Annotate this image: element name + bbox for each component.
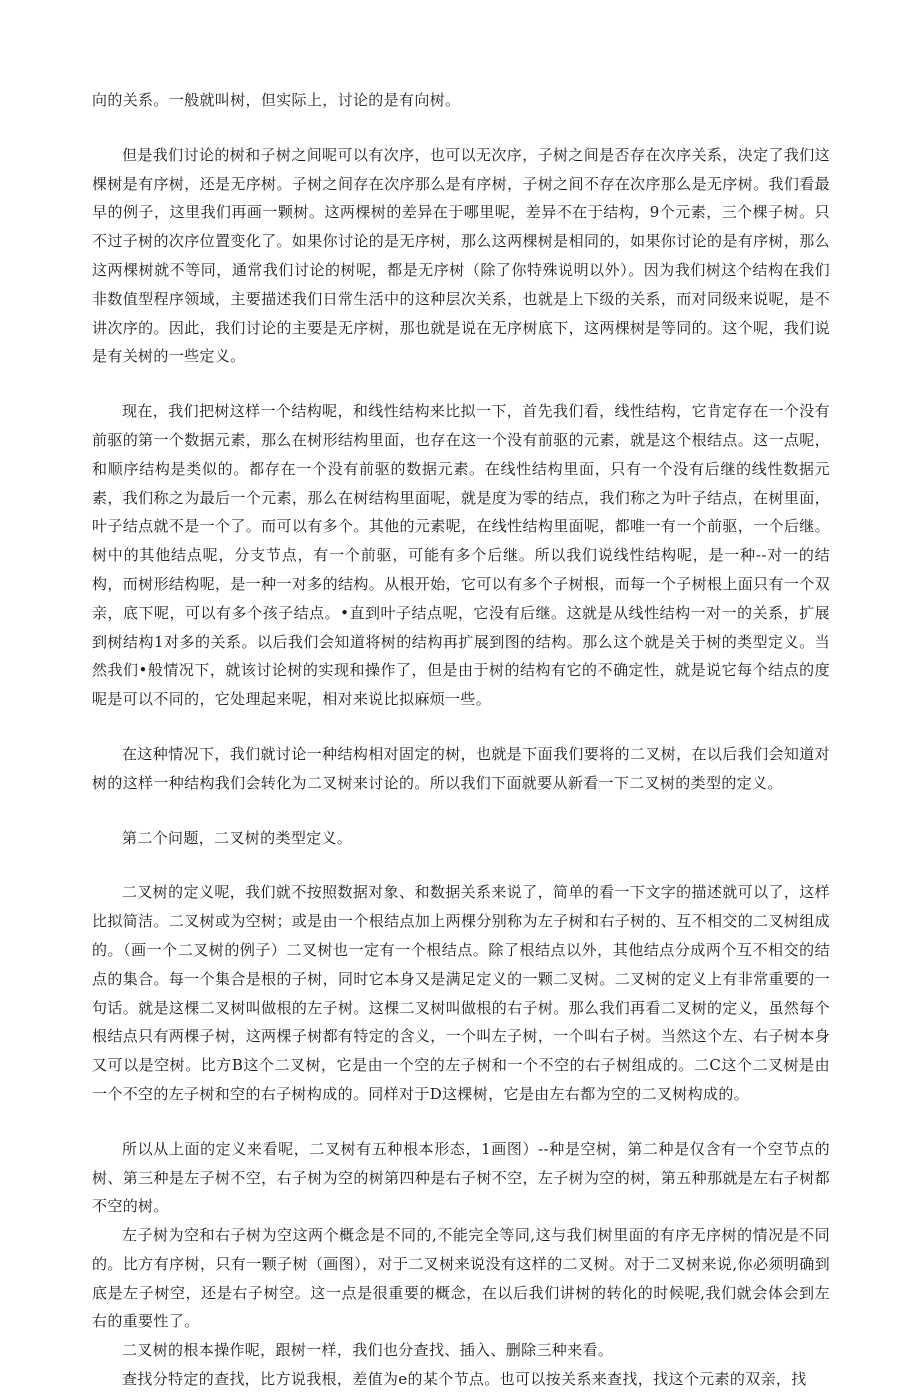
paragraph-search: 查找分特定的查找，比方说我根，差值为e的某个节点。也可以按关系来查找，找这个元素的双亲，找 [122, 1370, 807, 1389]
paragraph-left-right-difference: 左子树为空和右子树为空这两个概念是不同的,不能完全等同,这与我们树里面的有序无序树的情况是不同的。比方有序树，只有一颗子树（画图），对于二叉树来说没有这样的二叉树。对于二叉树来说,你必须明确到底是左子树空，还是右子树空。这一点是很重要的概念，在以后我们讲树的转化的时候呢,我们就会体会到左右的重要性了。 [92, 1226, 830, 1331]
paragraph-tree-vs-linear: 现在，我们把树这样一个结构呢，和线性结构来比拟一下，首先我们看，线性结构，它肯定存在一个没有前驱的第一个数据元素，那么在树形结构里面，也存在这一个没有前驱的元素，就是这个根结点。这一点呢，和顺序结构是类似的。都存在一个没有前驱的数据元素。在线性结构里面，只有一个没有后继的线性数据元素，我们称之为最后一个元素，那么在树结构里面呢，就是度为零的结点，我们称之为叶子结点，在树里面，叶子结点就不是一个了。而可以有多个。其他的元素呢，在线性结构里面呢，都唯一有一个前驱，一个后继。树中的其他结点呢，分支节点，有一个前驱，可能有多个后继。所以我们说线性结构呢，是一种--对一的结构，而树形结构呢，是一种一对多的结构。从根开始，它可以有多个子树根，而每一个子树根上面只有一个双亲，底下呢，可以有多个孩子结点。•直到叶子结点呢，它没有后继。这就是从线性结构一对一的关系，扩展到树结构1对多的关系。以后我们会知道将树的结构再扩展到图的结构。那么这个就是关于树的类型定义。当然我们•般情况下，就该讨论树的实现和操作了，但是由于树的结构有它的不确定性，就是说它每个结点的度呢是可以不同的，它处理起来呢，相对来说比拟麻烦一些。 [92, 402, 830, 709]
paragraph-section-heading: 第二个问题，二叉树的类型定义。 [122, 828, 353, 847]
paragraph-binary-tree-definition: 二叉树的定义呢，我们就不按照数据对象、和数据关系来说了，简单的看一下文字的描述就可以了，这样比拟简洁。二叉树或为空树；或是由一个根结点加上两棵分别称为左子树和右子树的、互不相交的二叉树组成的。（画一个二叉树的例子）二叉树也一定有一个根结点。除了根结点以外，其他结点分成两个互不相交的结点的集合。每一个集合是根的子树，同时它本身又是满足定义的一颗二叉树。二叉树的定义上有非常重要的一句话。就是这棵二叉树叫做根的左子树。这棵二叉树叫做根的右子树。那么我们再看二叉树的定义，虽然每个根结点只有两棵子树，这两棵子树都有特定的含义，一个叫左子树，一个叫右子树。当然这个左、右子树本身又可以是空树。比方B这个二叉树，它是由一个空的左子树和一个不空的右子树组成的。二C这个二叉树是由一个不空的左子树和空的右子树构成的。同样对于D这棵树，它是由左右都为空的二叉树构成的。 [92, 883, 830, 1103]
paragraph-five-forms: 所以从上面的定义来看呢，二叉树有五种根本形态，1画图）--种是空树，第二种是仅含有一个空节点的树、第三种是左子树不空，右子树为空的树第四种是右子树不空，左子树为空的树，第五种那就是左右子树都不空的树。 [92, 1139, 830, 1216]
paragraph-ordered-unordered-trees: 但是我们讨论的树和子树之间呢可以有次序，也可以无次序，子树之间是否存在次序关系，决定了我们这棵树是有序树，还是无序树。子树之间存在次序那么是有序树，子树之间不存在次序那么是无序树。我们看最早的例子，这里我们再画一颗树。这两棵树的差异在于哪里呢，差异不在于结构，9个元素，三个棵子树。只不过子树的次序位置变化了。如果你讨论的是无序树，那么这两棵树是相同的，如果你讨论的是有序树，那么这两棵树就不等同，通常我们讨论的树呢，都是无序树（除了你特殊说明以外）。因为我们树这个结构在我们非数值型程序领域，主要描述我们日常生活中的这种层次关系，也就是上下级的关系，而对同级来说呢，是不讲次序的。因此，我们讨论的主要是无序树，那也就是说在无序树底下，这两棵树是等同的。这个呢，我们说是有关树的一些定义。 [92, 145, 830, 366]
document-page [92, 86, 830, 1394]
paragraph-continuation: 向的关系。一般就叫树，但实际上，讨论的是有向树。 [92, 91, 461, 109]
paragraph-basic-operations: 二叉树的根本操作呢，跟树一样，我们也分查找、插入、删除三种来看。 [122, 1341, 614, 1360]
paragraph-binary-tree-intro: 在这种情况下，我们就讨论一种结构相对固定的树，也就是下面我们要将的二叉树，在以后我们会知道对树的这样一种结构我们会转化为二叉树来讨论的。所以我们下面就要从新看一下二叉树的类型的定义。 [92, 744, 830, 792]
